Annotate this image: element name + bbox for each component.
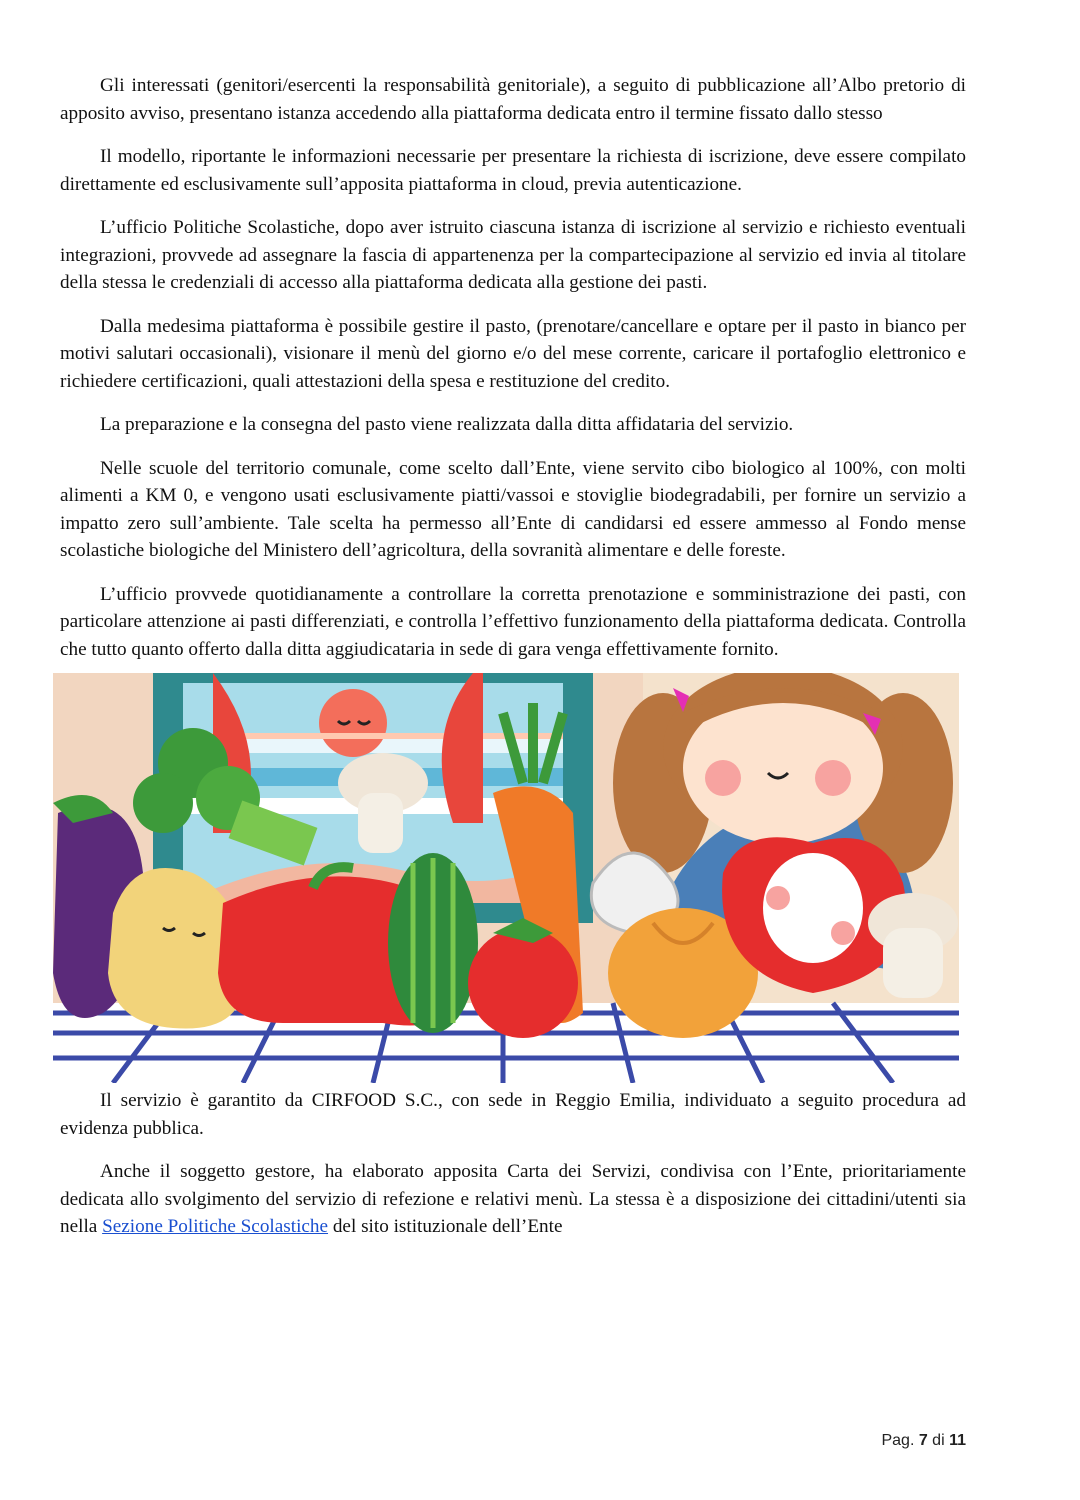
- page-prefix: Pag.: [881, 1432, 919, 1449]
- page-number-footer: [881, 1432, 966, 1450]
- kids-vegetables-illustration: [53, 673, 959, 1083]
- paragraph-7: L’ufficio provvede quotidianamente a controllare la corretta prenotazione e somministrazione dei pasti, con particolare attenzione ai pasti differenziati, e controlla l’effettivo funzionamento della piattaforma dedicata. Controlla che tutto quanto offerto dalla ditta aggiudicataria in sede di gara venga effettivamente fornito.: [60, 583, 966, 660]
- paragraph-6: Nelle scuole del territorio comunale, come scelto dall’Ente, viene servito cibo biologico al 100%, con molti alimenti a KM 0, e vengono usati esclusivamente piatti/vassoi e stoviglie biodegradabili, per fornire un servizio a impatto zero sull’ambiente. Tale scelta ha permesso all’Ente di candidarsi ed essere ammesso al Fondo mense scolastiche biologiche del Ministero dell’agricoltura, della sovranità alimentare e delle foreste.: [60, 457, 966, 561]
- paragraph-1: Gli interessati (genitori/esercenti la responsabilità genitoriale), a seguito di pubblicazione all’Albo pretorio di apposito avviso, presentano istanza accedendo alla piattaforma dedicata entro il termine fissato dallo stesso: [60, 75, 966, 124]
- current-page-number: 7: [918, 1432, 928, 1449]
- paragraph-9-text-start: Anche il soggetto gestore, ha elaborato apposita Carta dei Servizi, condivisa con l’Ente, prioritariamente dedicata allo svolgimento del servizio di refezione e relativi menù. La stessa è a disposizione dei cittadini/utenti sia nella: [60, 1161, 966, 1237]
- total-pages-number: 11: [949, 1432, 966, 1449]
- sezione-politiche-scolastiche-link[interactable]: Sezione Politiche Scolastiche: [102, 1216, 329, 1237]
- paragraph-9-text-end: del sito istituzionale dell’Ente: [328, 1216, 563, 1237]
- paragraph-5: La preparazione e la consegna del pasto viene realizzata dalla ditta affidataria del servizio.: [100, 414, 794, 435]
- document-page: [60, 72, 966, 1241]
- paragraph-9: [60, 1158, 966, 1241]
- paragraph-3: L’ufficio Politiche Scolastiche, dopo aver istruito ciascuna istanza di iscrizione al servizio e richiesto eventuali integrazioni, provvede ad assegnare la fascia di appartenenza per la compartecipazione al servizio ed invia al titolare della stessa le credenziali di accesso alla piattaforma dedicata alla gestione dei pasti.: [60, 217, 966, 293]
- paragraph-2: Il modello, riportante le informazioni necessarie per presentare la richiesta di iscrizione, deve essere compilato direttamente ed esclusivamente sull’apposita piattaforma in cloud, previa autenticazione.: [60, 146, 966, 195]
- paragraph-4: Dalla medesima piattaforma è possibile gestire il pasto, (prenotare/cancellare e optare per il pasto in bianco per motivi salutari occasionali), visionare il menù del giorno e/o del mese corrente, caricare il portafoglio elettronico e richiedere certificazioni, quali attestazioni della spesa e restituzione del credito.: [60, 315, 966, 392]
- cucumber-icon: [388, 853, 478, 1033]
- page-separator: di: [927, 1432, 950, 1449]
- paragraph-8: Il servizio è garantito da CIRFOOD S.C., con sede in Reggio Emilia, individuato a seguito procedura ad evidenza pubblica.: [60, 1090, 966, 1139]
